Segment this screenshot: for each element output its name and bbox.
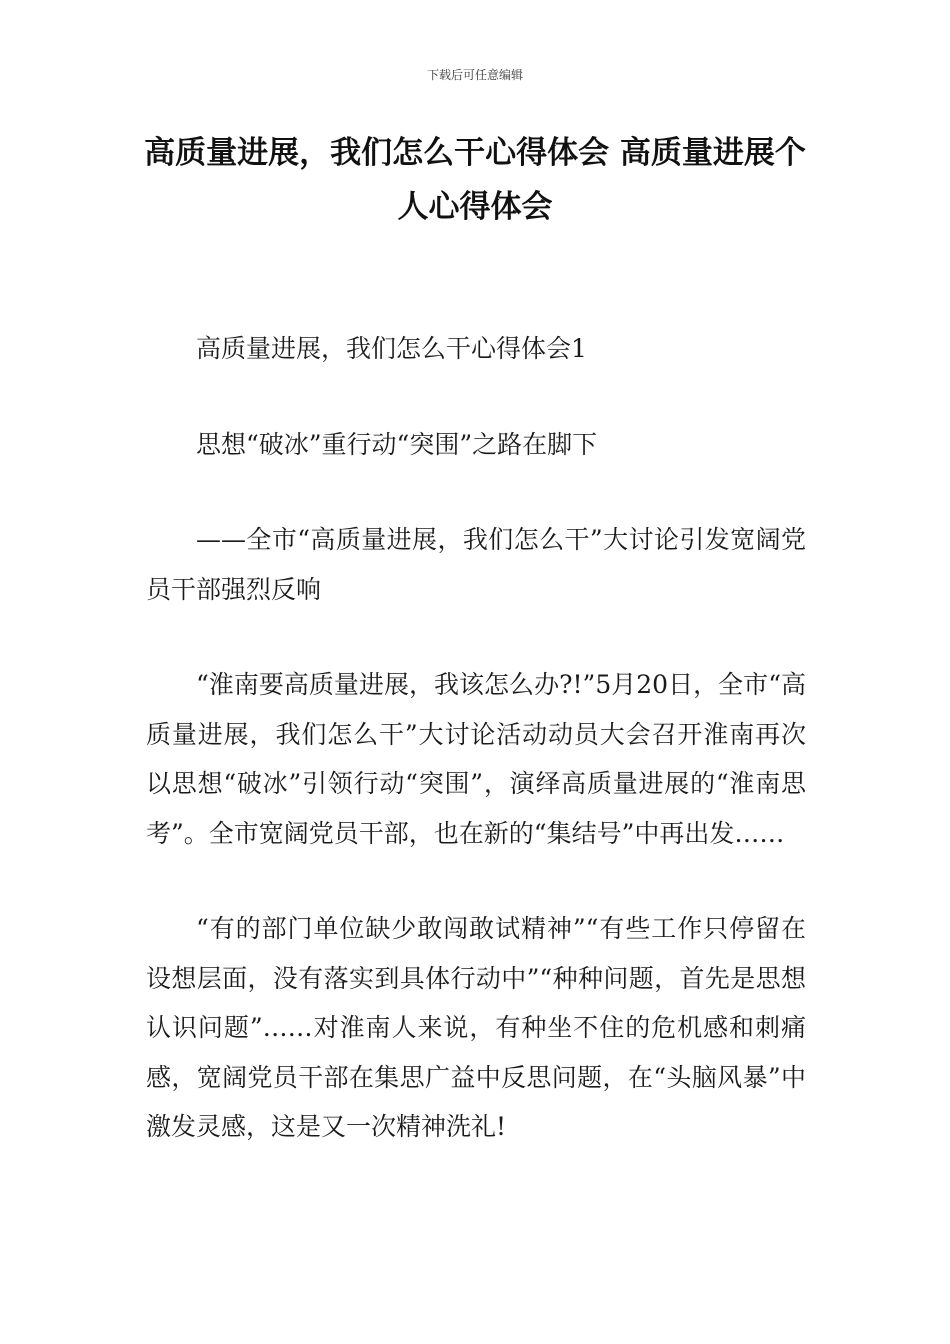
document-body <box>146 324 806 1198</box>
paragraph-headline: 思想“破冰”重行动“突围”之路在脚下 <box>196 429 598 459</box>
paragraph-body-1: “淮南要高质量进展，我该怎么办?!”5月20日，全市“高质量进展，我们怎么干”大讨论活动动员大会召开淮南再次以思想“破冰”引领行动“突围”，演绎高质量进展的“淮南思考”。全市宽阔党员干部，也在新的“集结号”中再出发…… <box>146 670 806 848</box>
header-note: 下载后可任意编辑 <box>426 68 523 82</box>
paragraph-subtitle: 高质量进展，我们怎么干心得体会1 <box>196 334 587 363</box>
paragraph-body-2: “有的部门单位缺少敢闯敢试精神”“有些工作只停留在设想层面，没有落实到具体行动中”“种种问题，首先是思想认识问题”……对淮南人来说，有种坐不住的危机感和刺痛感，宽阔党员干部在集思广益中反思问题，在“头脑风暴”中激发灵感，这是又一次精神洗礼! <box>146 914 806 1141</box>
paragraph-subheadline: ——全市“高质量进展，我们怎么干”大讨论引发宽阔党员干部强烈反响 <box>146 525 806 604</box>
document-title: 高质量进展，我们怎么干心得体会 高质量进展个人心得体会 <box>144 135 806 225</box>
